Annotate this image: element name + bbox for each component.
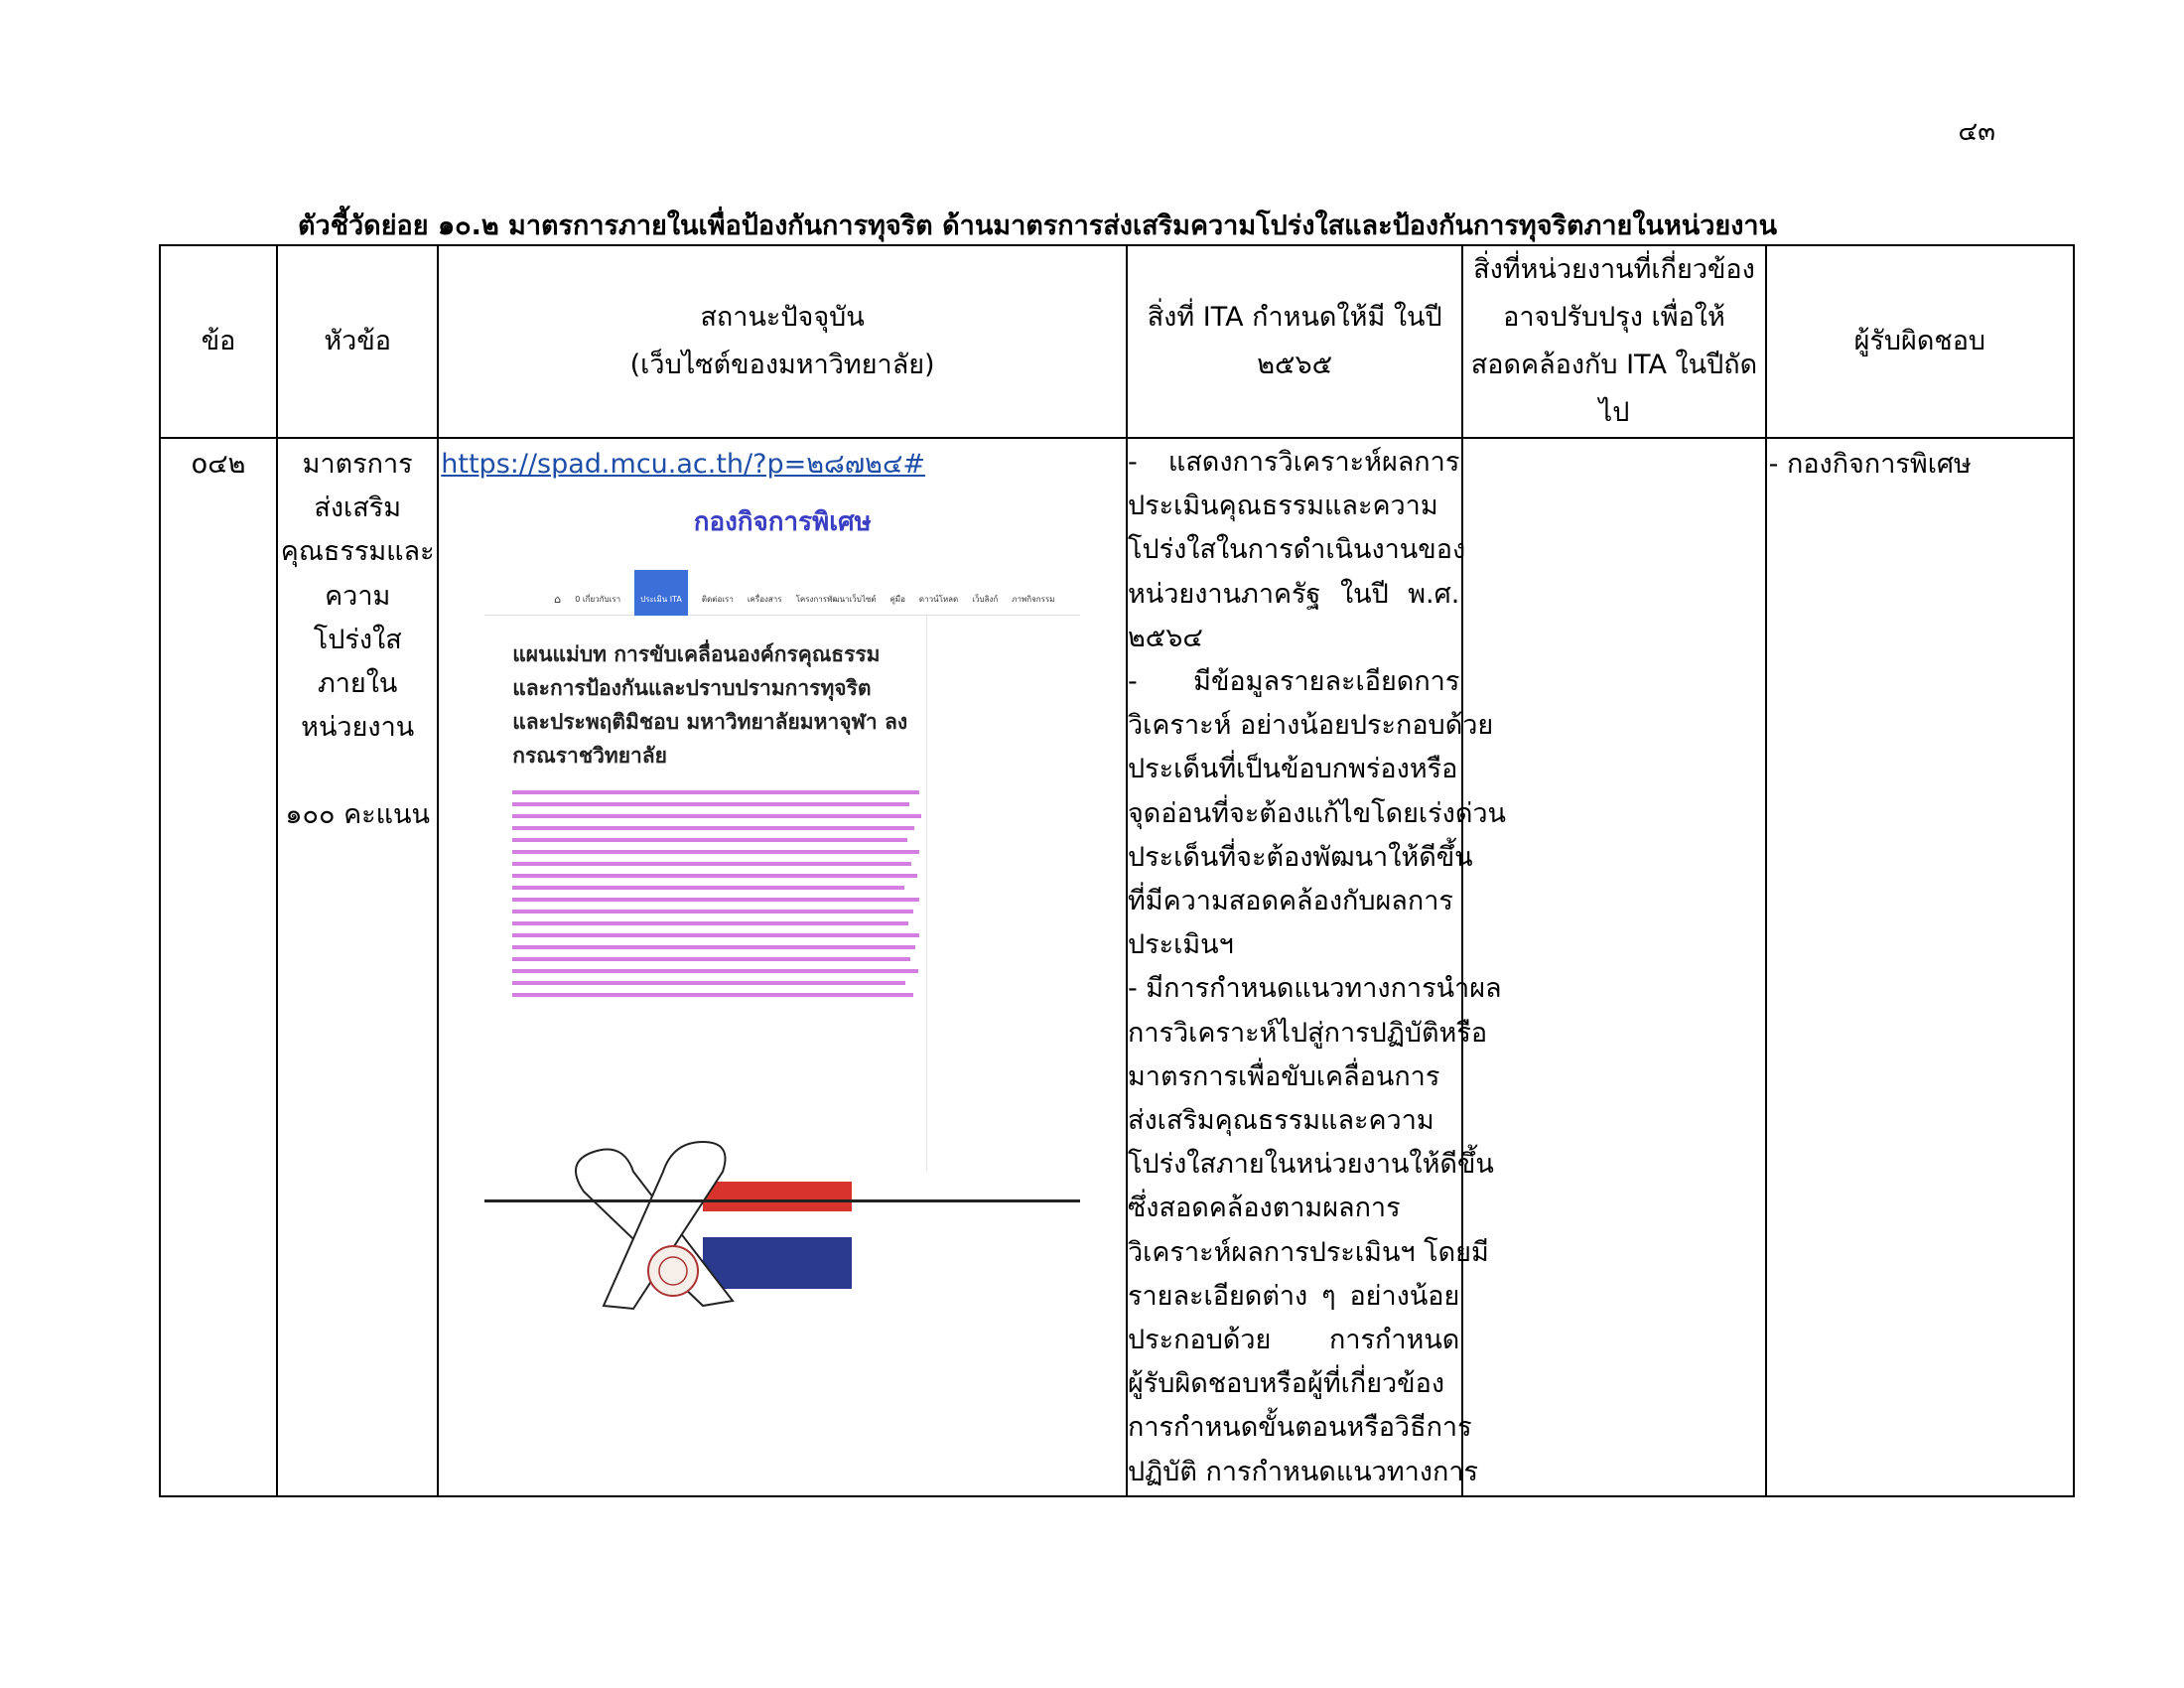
screenshot-nav-item: ดาวน์โหลด — [918, 594, 959, 604]
ita-line: จุดอ่อนที่จะต้องแก้ไขโดยเร่งด่วน — [1127, 797, 1506, 829]
ita-line: การวิเคราะห์ไปสู่การปฏิบัติหรือ — [1127, 1017, 1488, 1049]
screenshot-nav-item: เครื่องสาร — [747, 594, 782, 604]
ita-line: วิเคราะห์ผลการประเมินฯ โดยมี — [1127, 1236, 1489, 1268]
topic-line: ส่งเสริม — [314, 492, 402, 524]
ita-line: ส่งเสริมคุณธรรมและความ — [1127, 1105, 1434, 1137]
page-number: ๔๓ — [1958, 117, 1995, 147]
screenshot-headline: แผนแม่บท การขับเคลื่อนองค์กรคุณธรรม และการป้องกันและปราบปรามการทุจริต และประพฤติมิชอบ มหาวิทยาลัยมหาจุฬา ลงกรณราชวิทยาลัย — [512, 642, 908, 768]
ita-line: ปฏิบัติ การกำหนดแนวทางการ — [1127, 1456, 1478, 1487]
row-improve — [1462, 438, 1765, 1496]
header-improve — [1462, 245, 1765, 438]
header-status-line2: (เว็บไซต์ของมหาวิทยาลัย) — [629, 350, 935, 380]
screenshot-brand: กองกิจการพิเศษ — [693, 507, 872, 537]
row-topic — [277, 438, 438, 1496]
screenshot-nav-item: ติดต่อเรา — [701, 594, 734, 604]
screenshot-body-text — [512, 788, 929, 1017]
row-status — [438, 438, 1127, 1496]
ita-line: ประกอบด้วย การกำหนด — [1127, 1325, 1460, 1356]
header-no: ข้อ — [160, 245, 277, 438]
website-link[interactable]: https://spad.mcu.ac.th/?p=๒๘๗๒๔# — [441, 449, 926, 480]
table-header-row — [160, 245, 2074, 438]
ita-line: วิเคราะห์ อย่างน้อยประกอบด้วย — [1127, 710, 1494, 742]
header-ita-line2: ๒๕๖๕ — [1257, 350, 1333, 380]
indicator-title: ตัวชี้วัดย่อย ๑๐.๒ มาตรการภายในเพื่อป้องกันการทุจริต ด้านมาตรการส่งเสริมความโปร่งใสและป้องกันการทุจริตภายในหน่วยงาน — [298, 211, 1778, 241]
row-ita-requirements — [1127, 438, 1506, 1496]
ita-line: ๒๕๖๔ — [1127, 622, 1203, 653]
header-topic: หัวข้อ — [277, 245, 438, 438]
ita-line: โปร่งใสภายในหน่วยงานให้ดีขึ้น — [1127, 1149, 1494, 1181]
ita-line: - มีข้อมูลรายละเอียดการ — [1127, 666, 1460, 698]
flag-blue-stripe — [703, 1237, 852, 1289]
ita-line: ซึ่งสอดคล้องตามผลการ — [1127, 1193, 1401, 1224]
header-status-line1: สถานะปัจจุบัน — [700, 302, 865, 333]
ita-line: โปร่งใสในการดำเนินงานของ — [1127, 534, 1466, 566]
screenshot-baseline — [484, 1199, 1080, 1202]
table-row — [160, 438, 2074, 1496]
ita-line: การกำหนดขั้นตอนหรือวิธีการ — [1127, 1412, 1472, 1444]
ita-line: - แสดงการวิเคราะห์ผลการ — [1127, 447, 1460, 478]
row-responsible: - กองกิจการพิเศษ — [1766, 438, 2074, 1496]
topic-line: ความ — [325, 580, 391, 612]
flag-red-stripe — [703, 1182, 852, 1211]
home-icon: ⌂ — [554, 592, 562, 606]
flag-white-stripe — [703, 1211, 852, 1237]
website-screenshot — [484, 491, 1080, 1205]
header-ita-line1: สิ่งที่ ITA กำหนดให้มี ในปี — [1147, 302, 1442, 333]
header-ita — [1127, 245, 1462, 438]
ita-line: - มีการกำหนดแนวทางการนำผล — [1127, 973, 1502, 1005]
anti-corruption-illustration — [554, 1132, 852, 1311]
ita-line: รายละเอียดต่าง ๆ อย่างน้อย — [1127, 1280, 1460, 1312]
university-seal-icon — [648, 1246, 698, 1296]
screenshot-nav-item: ภาพกิจกรรม — [1012, 594, 1055, 604]
ita-line: ผู้รับผิดชอบหรือผู้ที่เกี่ยวข้อง — [1127, 1368, 1445, 1400]
topic-line: คุณธรรมและ — [280, 536, 435, 568]
header-status — [438, 245, 1127, 438]
header-improve-line3: สอดคล้องกับ ITA ในปีถัดไป — [1470, 350, 1758, 428]
header-improve-line1: สิ่งที่หน่วยงานที่เกี่ยวข้อง — [1473, 254, 1755, 285]
header-responsible: ผู้รับผิดชอบ — [1766, 245, 2074, 438]
topic-line: โปร่งใสภายใน — [313, 624, 402, 700]
ita-line: หน่วยงานภาครัฐ ในปี พ.ศ. — [1127, 578, 1460, 610]
screenshot-nav-item: คู่มือ — [889, 594, 905, 604]
screenshot-nav-active: ประเมิน ITA — [634, 570, 688, 630]
ita-line: ประเมินคุณธรรมและความ — [1127, 491, 1438, 522]
indicator-table — [159, 244, 2075, 1497]
screenshot-body-lines — [512, 788, 929, 1017]
screenshot-nav-item: 0 เกี่ยวกับเรา — [575, 594, 621, 604]
screenshot-card — [484, 616, 926, 1172]
topic-line: หน่วยงาน — [301, 712, 415, 744]
header-improve-line2: อาจปรับปรุง เพื่อให้ — [1503, 302, 1725, 333]
ita-line: ประเมินฯ — [1127, 929, 1234, 961]
ita-line: ประเด็นที่เป็นข้อบกพร่องหรือ — [1127, 754, 1458, 785]
ita-line: ประเด็นที่จะต้องพัฒนาให้ดีขึ้น — [1127, 841, 1473, 873]
topic-line: มาตรการ — [302, 449, 413, 480]
screenshot-nav-item: เว็บลิงก์ — [972, 594, 999, 604]
screenshot-nav — [484, 585, 1080, 616]
ita-line: มาตรการเพื่อขับเคลื่อนการ — [1127, 1060, 1440, 1092]
row-no: o๔๒ — [160, 438, 277, 1496]
screenshot-nav-item: โครงการพัฒนาเว็บไซต์ — [795, 594, 877, 604]
score: ๑๐๐ คะแนน — [285, 799, 430, 831]
ita-line: ที่มีความสอดคล้องกับผลการ — [1127, 886, 1453, 917]
